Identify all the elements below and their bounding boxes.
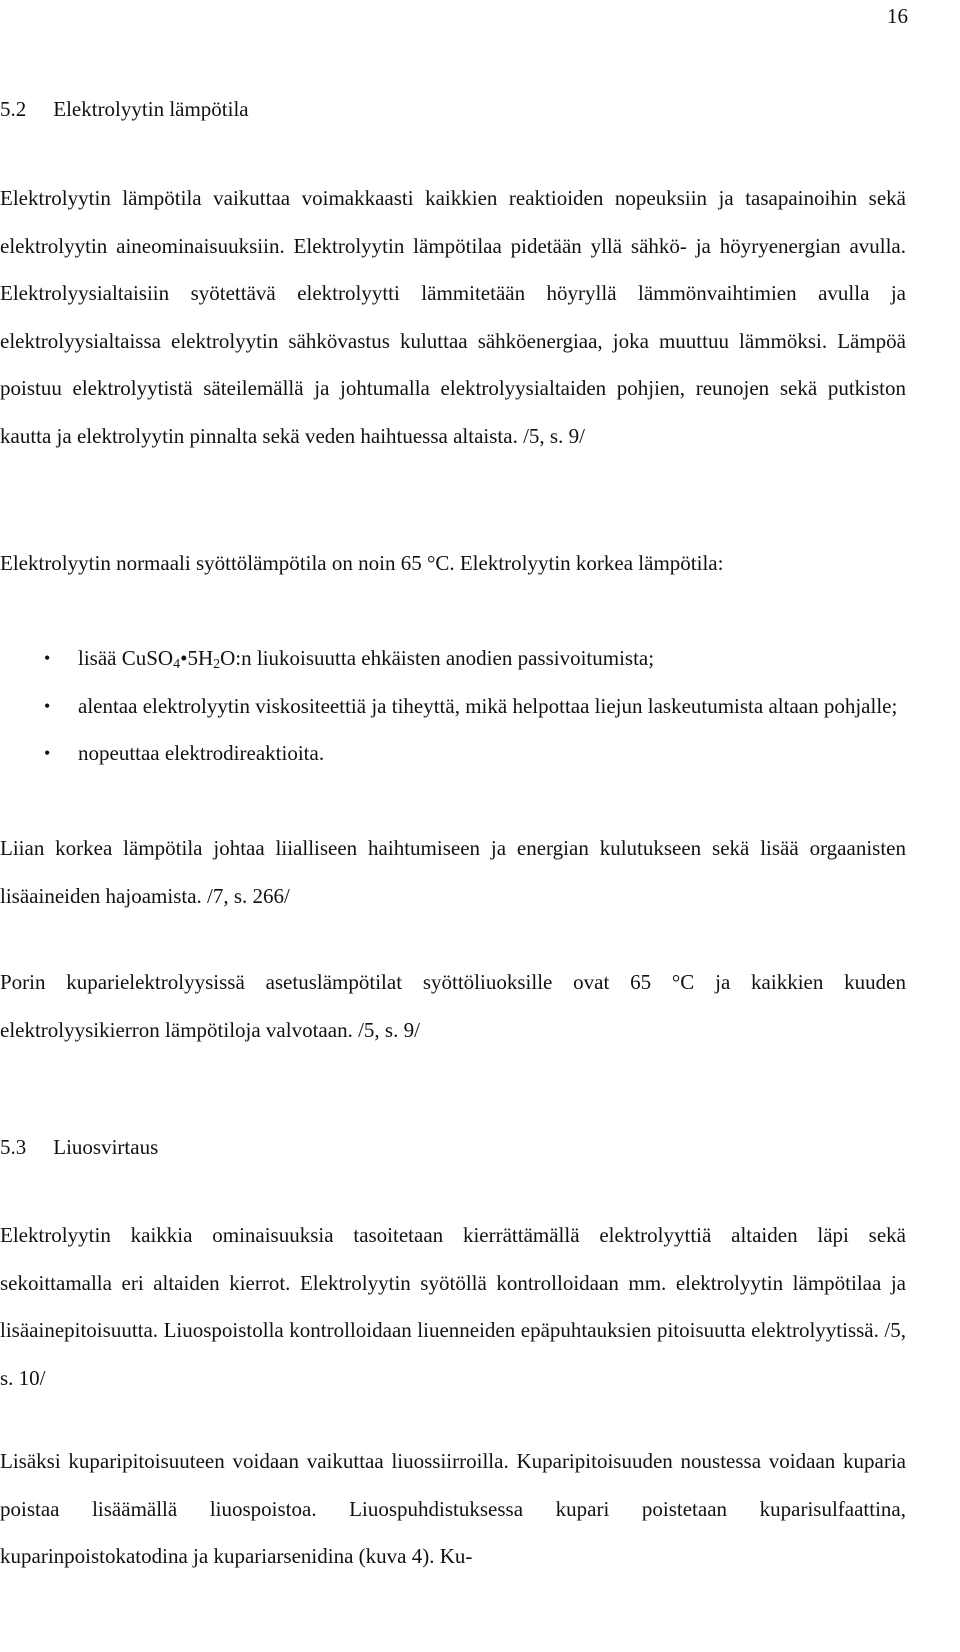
section-heading-5-2 <box>0 97 249 122</box>
paragraph-temperature-intro: Elektrolyytin lämpötila vaikuttaa voimakkaasti kaikkien reaktioiden nopeuksiin ja tasapainoihin sekä elektrolyytin aineominaisuuksiin. Elektrolyytin lämpötilaa pidetään yllä sähkö- ja höyryenergian avulla. Elektrolyysialtaisiin syötettävä elektrolyytti lämmitetään höyryllä lämmönvaihtimien avulla ja elektrolyysialtaissa elektrolyytin sähkövastus kuluttaa sähköenergiaa, joka muuttuu lämmöksi. Lämpöä poistuu elektrolyytistä säteilemällä ja johtumalla elektrolyysialtaiden pohjien, reunojen sekä putkiston kautta ja elektrolyytin pinnalta sekä veden haihtuessa altaista. /5, s. 9/ <box>0 186 906 448</box>
paragraph-pori-setpoints: Porin kuparielektrolyysissä asetuslämpötilat syöttöliuoksille ovat 65 °C ja kaikkien kuuden elektrolyysikierron lämpötiloja valvotaan. /5, s. 9/ <box>0 970 906 1042</box>
list-item: • lisää $CuSO_4•5H_2O:n$ liukoisuutta ehkäisten anodien passivoitumista; <box>0 635 906 683</box>
effects-list <box>0 635 906 778</box>
section-number: 5.3 <box>0 1135 27 1159</box>
section-title: Liuosvirtaus <box>53 1135 159 1159</box>
paragraph-circulation: Elektrolyytin kaikkia ominaisuuksia tasoitetaan kierrättämällä elektrolyyttiä altaiden läpi sekä sekoittamalla eri altaiden kierrot. Elektrolyytin syötöllä kontrolloidaan mm. elektrolyytin lämpötilaa ja lisäainepitoisuutta. Liuospoistolla kontrolloidaan liuenneiden epäpuhtauksien pitoisuutta elektrolyytissä. /5, s. 10/ <box>0 1223 906 1390</box>
list-item: • nopeuttaa elektrodireaktioita. <box>0 730 906 778</box>
paragraph-normal-temperature: Elektrolyytin normaali syöttölämpötila on noin 65 °C. Elektrolyytin korkea lämpötila: <box>0 551 724 575</box>
bullet-icon: • <box>44 695 51 716</box>
section-title: Elektrolyytin lämpötila <box>53 97 249 121</box>
bullet-icon: • <box>44 648 51 668</box>
list-item: • alentaa elektrolyytin viskositeettiä ja tiheyttä, mikä helpottaa liejun laskeutumista altaan pohjalle; <box>0 683 906 731</box>
paragraph-high-temperature: Liian korkea lämpötila johtaa liialliseen haihtumiseen ja energian kulutukseen sekä lisää orgaanisten lisäaineiden hajoamista. /7, s. 266/ <box>0 836 906 908</box>
section-heading-5-3 <box>0 1135 158 1160</box>
paragraph-copper-control: Lisäksi kuparipitoisuuteen voidaan vaikuttaa liuossiirroilla. Kuparipitoisuuden noustessa voidaan kuparia poistaa lisäämällä liuospoistoa. Liuospuhdistuksessa kupari poistetaan kuparisulfaattina, kuparinpoistokatodina ja kupariarsenidina (kuva 4). Ku- <box>0 1449 906 1569</box>
section-number: 5.2 <box>0 97 27 121</box>
page-number: 16 <box>887 4 908 28</box>
bullet-icon: • <box>44 743 51 764</box>
